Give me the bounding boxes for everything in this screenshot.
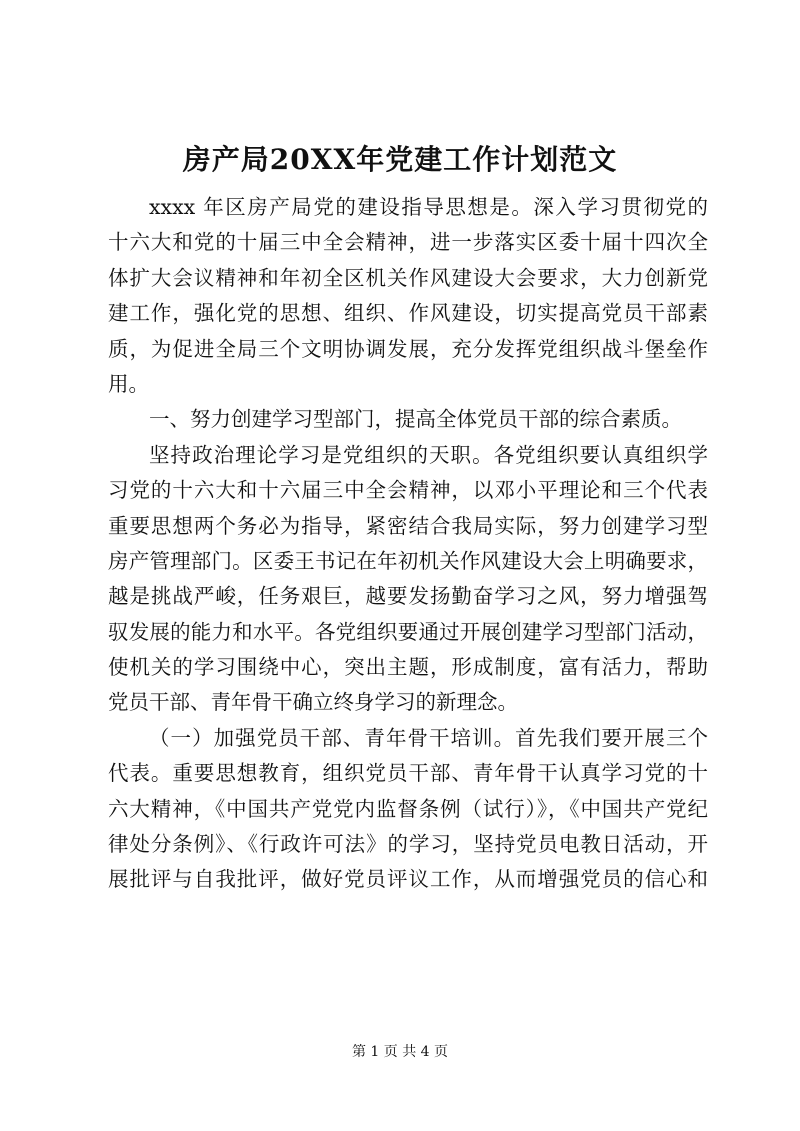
paragraph-line: 驭发展的能力和水平。各党组织要通过开展创建学习型部门活动， — [108, 619, 708, 644]
paragraph-line: 习党的十六大和十六届三中全会精神，以邓小平理论和三个代表 — [108, 478, 708, 503]
paragraph-line: 重要思想两个务必为指导，紧密结合我局实际，努力创建学习型 — [108, 513, 708, 538]
paragraph-line: 越是挑战严峻，任务艰巨，越要发扬勤奋学习之风，努力增强驾 — [108, 584, 708, 609]
paragraph-line: 坚持政治理论学习是党组织的天职。各党组织要认真组织学 — [149, 442, 708, 467]
paragraph-line: 使机关的学习围绕中心，突出主题，形成制度，富有活力，帮助 — [108, 655, 708, 680]
paragraph-line: 体扩大会议精神和年初全区机关作风建设大会要求，大力创新党 — [108, 265, 708, 290]
paragraph-line: 律处分条例》、《行政许可法》的学习，坚持党员电教日活动，开 — [108, 832, 708, 857]
paragraph-line: （一）加强党员干部、青年骨干培训。首先我们要开展三个 — [149, 725, 708, 750]
document-title: 房产局20XX年党建工作计划范文 — [182, 143, 618, 176]
paragraph-line: 房产管理部门。区委王书记在年初机关作风建设大会上明确要求， — [108, 548, 708, 573]
paragraph-line: 质，为促进全局三个文明协调发展，充分发挥党组织战斗堡垒作 — [108, 336, 708, 361]
paragraph-line: 展批评与自我批评，做好党员评议工作，从而增强党员的信心和 — [108, 867, 708, 892]
paragraph-line: 十六大和党的十届三中全会精神，进一步落实区委十届十四次全 — [108, 230, 708, 255]
paragraph-line: 党员干部、青年骨干确立终身学习的新理念。 — [108, 690, 518, 715]
paragraph-line: 用。 — [108, 371, 149, 396]
document-body — [108, 190, 708, 898]
paragraph-line: 六大精神，《中国共产党党内监督条例（试行）》，《中国共产党纪 — [108, 796, 708, 821]
paragraph-line: xxxx 年区房产局党的建设指导思想是。深入学习贯彻党的 — [149, 195, 708, 219]
paragraph-line: 代表。重要思想教育，组织党员干部、青年骨干认真学习党的十 — [108, 761, 708, 786]
page-number-footer: 第 1 页 共 4 页 — [351, 1044, 449, 1060]
paragraph-line: 建工作，强化党的思想、组织、作风建设，切实提高党员干部素 — [108, 301, 708, 326]
section-heading: 一、努力创建学习型部门，提高全体党员干部的综合素质。 — [149, 407, 682, 432]
